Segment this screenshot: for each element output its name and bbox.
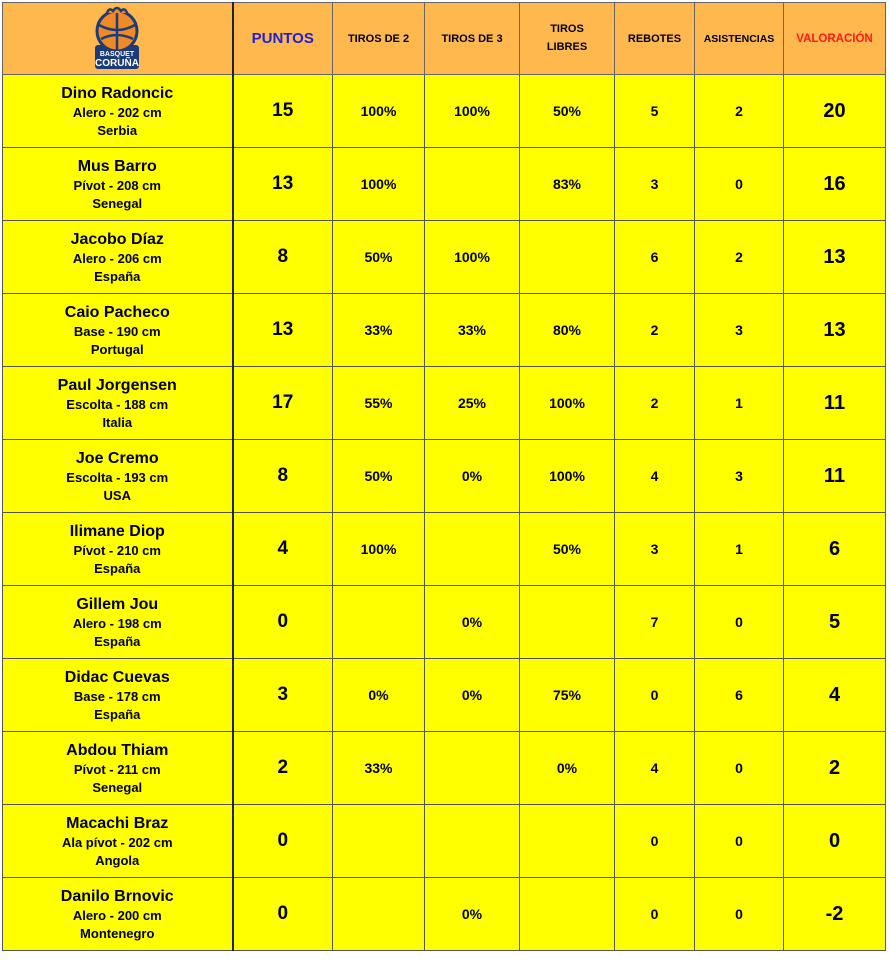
assists-cell: 0	[695, 732, 784, 805]
three-pt-cell: 100%	[425, 75, 520, 148]
assists-cell: 0	[695, 148, 784, 221]
three-pt-cell	[425, 805, 520, 878]
points-cell: 0	[233, 805, 333, 878]
player-cell	[3, 294, 233, 367]
player-position-height: Pívot - 210 cm	[73, 543, 161, 558]
player-country: Serbia	[97, 122, 138, 138]
points-cell: 8	[233, 221, 333, 294]
player-country: España	[94, 706, 141, 722]
rating-cell: 13	[784, 294, 886, 367]
free-throws-cell: 100%	[520, 367, 615, 440]
player-name: Joe Cremo	[75, 449, 159, 467]
rating-cell: 2	[784, 732, 886, 805]
points-cell: 13	[233, 148, 333, 221]
player-name: Didac Cuevas	[64, 668, 170, 686]
column-header-rebounds: REBOTES	[615, 3, 695, 75]
free-throws-cell	[520, 805, 615, 878]
points-cell: 0	[233, 878, 333, 951]
player-cell	[3, 221, 233, 294]
points-cell: 0	[233, 586, 333, 659]
two-pt-cell: 33%	[333, 732, 425, 805]
three-pt-cell	[425, 732, 520, 805]
player-position-height: Base - 178 cm	[73, 689, 161, 704]
player-name: Paul Jorgensen	[57, 376, 177, 394]
assists-cell: 1	[695, 513, 784, 586]
basquet-coruna-logo	[85, 5, 149, 69]
rating-cell: 0	[784, 805, 886, 878]
table-row	[3, 878, 886, 951]
points-cell: 13	[233, 294, 333, 367]
two-pt-cell: 55%	[333, 367, 425, 440]
assists-cell: 0	[695, 878, 784, 951]
assists-cell: 2	[695, 221, 784, 294]
player-name: Dino Radoncic	[61, 84, 174, 102]
points-cell: 15	[233, 75, 333, 148]
player-country: Portugal	[90, 341, 144, 357]
column-header-three-pt: TIROS DE 3	[425, 3, 520, 75]
rebounds-cell: 6	[615, 221, 695, 294]
player-country: España	[94, 633, 141, 649]
player-country: Montenegro	[80, 925, 155, 941]
rating-cell: 13	[784, 221, 886, 294]
three-pt-cell: 0%	[425, 878, 520, 951]
rebounds-cell: 2	[615, 294, 695, 367]
two-pt-cell: 100%	[333, 148, 425, 221]
table-row	[3, 367, 886, 440]
free-throws-cell: 50%	[520, 75, 615, 148]
rebounds-cell: 3	[615, 513, 695, 586]
two-pt-cell: 100%	[333, 513, 425, 586]
three-pt-cell: 33%	[425, 294, 520, 367]
stats-table	[2, 2, 886, 951]
free-throws-cell	[520, 878, 615, 951]
player-position-height: Ala pívot - 202 cm	[61, 835, 173, 850]
rating-cell: 11	[784, 367, 886, 440]
rebounds-cell: 7	[615, 586, 695, 659]
player-cell	[3, 732, 233, 805]
player-country: España	[94, 268, 141, 284]
column-header-two-pt: TIROS DE 2	[333, 3, 425, 75]
player-name: Jacobo Díaz	[70, 230, 164, 248]
assists-cell: 2	[695, 75, 784, 148]
three-pt-cell: 0%	[425, 659, 520, 732]
table-row	[3, 148, 886, 221]
two-pt-cell	[333, 586, 425, 659]
svg-text:CORUÑA: CORUÑA	[95, 58, 140, 69]
player-cell	[3, 586, 233, 659]
player-name: Gillem Jou	[76, 595, 159, 613]
player-position-height: Alero - 202 cm	[72, 105, 162, 120]
player-cell	[3, 878, 233, 951]
free-throws-cell	[520, 586, 615, 659]
player-name: Danilo Brnovic	[60, 887, 174, 905]
two-pt-cell: 50%	[333, 440, 425, 513]
player-country: España	[94, 560, 141, 576]
rating-cell: 4	[784, 659, 886, 732]
table-row	[3, 805, 886, 878]
rebounds-cell: 5	[615, 75, 695, 148]
rebounds-cell: 4	[615, 440, 695, 513]
player-cell	[3, 659, 233, 732]
two-pt-cell: 100%	[333, 75, 425, 148]
player-position-height: Pívot - 208 cm	[73, 178, 161, 193]
player-cell	[3, 805, 233, 878]
free-throws-cell: 80%	[520, 294, 615, 367]
table-row	[3, 75, 886, 148]
three-pt-cell: 0%	[425, 586, 520, 659]
table-row	[3, 732, 886, 805]
assists-cell: 3	[695, 440, 784, 513]
player-country: Italia	[102, 414, 133, 430]
player-country: Senegal	[92, 779, 143, 795]
two-pt-cell: 33%	[333, 294, 425, 367]
player-cell	[3, 75, 233, 148]
points-cell: 2	[233, 732, 333, 805]
assists-cell: 1	[695, 367, 784, 440]
table-row	[3, 659, 886, 732]
rating-cell: 6	[784, 513, 886, 586]
header-row	[3, 3, 886, 75]
rebounds-cell: 0	[615, 659, 695, 732]
table-row	[3, 440, 886, 513]
table-row	[3, 294, 886, 367]
free-throws-cell: 83%	[520, 148, 615, 221]
column-header-points: PUNTOS	[233, 3, 333, 75]
three-pt-cell: 25%	[425, 367, 520, 440]
table-row	[3, 513, 886, 586]
rebounds-cell: 0	[615, 805, 695, 878]
rating-cell: 11	[784, 440, 886, 513]
rebounds-cell: 2	[615, 367, 695, 440]
player-cell	[3, 440, 233, 513]
two-pt-cell	[333, 878, 425, 951]
team-logo-cell	[3, 3, 233, 75]
player-cell	[3, 367, 233, 440]
player-cell	[3, 513, 233, 586]
assists-cell: 3	[695, 294, 784, 367]
assists-cell: 0	[695, 805, 784, 878]
player-country: Angola	[95, 852, 140, 868]
player-position-height: Escolta - 188 cm	[66, 397, 169, 412]
rating-cell: 20	[784, 75, 886, 148]
player-country: USA	[103, 487, 131, 503]
player-position-height: Pívot - 211 cm	[73, 762, 161, 777]
points-cell: 3	[233, 659, 333, 732]
player-name: Mus Barro	[77, 157, 157, 175]
rebounds-cell: 0	[615, 878, 695, 951]
player-name: Caio Pacheco	[64, 303, 170, 321]
free-throws-cell: 50%	[520, 513, 615, 586]
assists-cell: 6	[695, 659, 784, 732]
player-name: Macachi Braz	[66, 814, 169, 832]
free-throws-cell: 100%	[520, 440, 615, 513]
rebounds-cell: 3	[615, 148, 695, 221]
player-country: Senegal	[92, 195, 143, 211]
player-position-height: Escolta - 193 cm	[66, 470, 169, 485]
two-pt-cell: 0%	[333, 659, 425, 732]
table-row	[3, 221, 886, 294]
column-header-free-throws: TIROS LIBRES	[520, 3, 615, 75]
player-position-height: Alero - 200 cm	[72, 908, 162, 923]
player-position-height: Base - 190 cm	[73, 324, 161, 339]
rating-cell: 5	[784, 586, 886, 659]
rating-cell: 16	[784, 148, 886, 221]
player-position-height: Alero - 206 cm	[72, 251, 162, 266]
points-cell: 17	[233, 367, 333, 440]
rating-cell: -2	[784, 878, 886, 951]
three-pt-cell	[425, 148, 520, 221]
player-position-height: Alero - 198 cm	[72, 616, 162, 631]
two-pt-cell	[333, 805, 425, 878]
free-throws-cell	[520, 221, 615, 294]
table-row	[3, 586, 886, 659]
free-throws-cell: 0%	[520, 732, 615, 805]
svg-text:BASQUET: BASQUET	[100, 51, 135, 58]
three-pt-cell: 0%	[425, 440, 520, 513]
column-header-assists: ASISTENCIAS	[695, 3, 784, 75]
points-cell: 4	[233, 513, 333, 586]
player-name: Abdou Thiam	[66, 741, 169, 759]
three-pt-cell	[425, 513, 520, 586]
free-throws-cell: 75%	[520, 659, 615, 732]
rebounds-cell: 4	[615, 732, 695, 805]
three-pt-cell: 100%	[425, 221, 520, 294]
assists-cell: 0	[695, 586, 784, 659]
two-pt-cell: 50%	[333, 221, 425, 294]
player-cell	[3, 148, 233, 221]
points-cell: 8	[233, 440, 333, 513]
column-header-rating: VALORACIÓN	[784, 3, 886, 75]
player-name: Ilimane Diop	[69, 522, 165, 540]
